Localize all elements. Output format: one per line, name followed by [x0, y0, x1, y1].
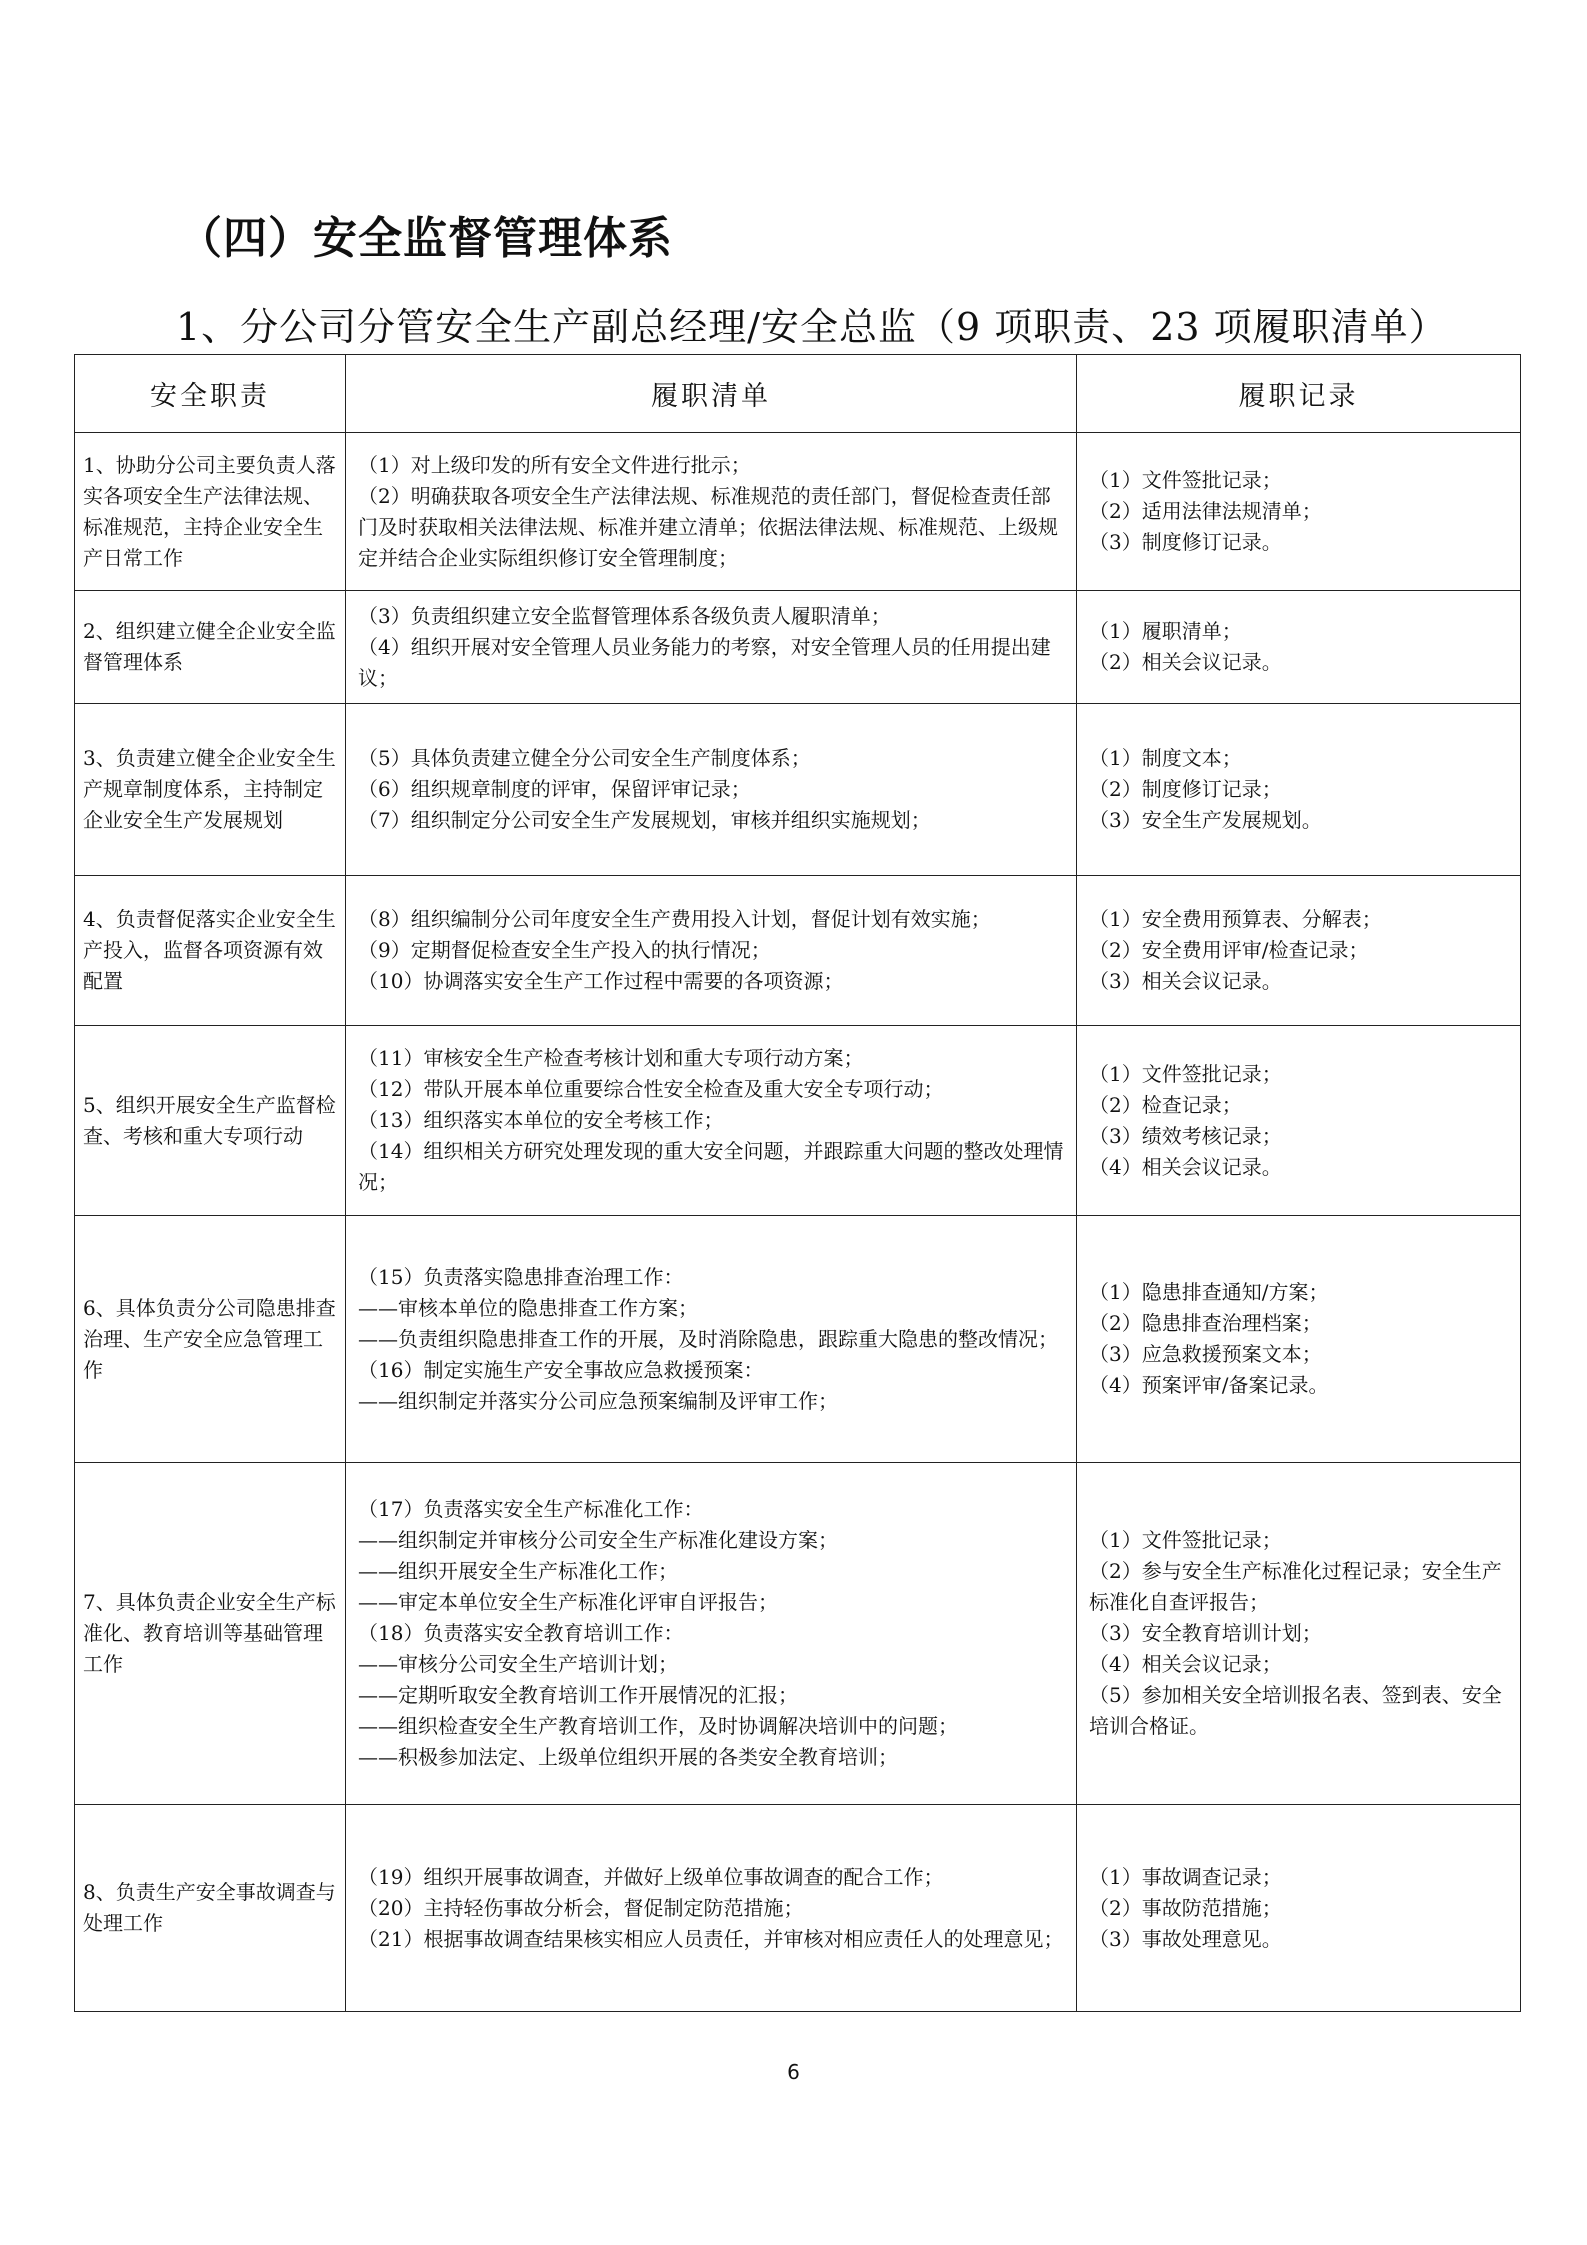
duty-list-cell — [346, 1463, 1077, 1805]
list-item: （3）负责组织建立安全监督管理体系各级负责人履职清单； — [358, 603, 891, 628]
duty-table — [74, 354, 1521, 2012]
list-item: ——组织制定并落实分公司应急预案编制及评审工作； — [358, 1388, 838, 1413]
list-item: （10）协调落实安全生产工作过程中需要的各项资源； — [358, 969, 844, 993]
record-cell — [1077, 1805, 1521, 2012]
list-item: （21）根据事故调查结果核实相应人员责任，并审核对相应责任人的处理意见； — [358, 1926, 1064, 1951]
list-item: （1）对上级印发的所有安全文件进行批示； — [358, 452, 751, 477]
page-number: 6 — [787, 2060, 800, 2084]
duty-list-cell — [346, 1805, 1077, 2012]
duty-list-cell — [346, 1026, 1077, 1216]
list-item: ——审核本单位的隐患排查工作方案； — [358, 1295, 698, 1320]
subsection-title: 1、分公司分管安全生产副总经理/安全总监（9 项职责、23 项履职清单） — [176, 305, 1448, 349]
record-item: （4）相关会议记录。 — [1089, 1154, 1282, 1179]
record-cell — [1077, 1026, 1521, 1216]
record-item: （4）相关会议记录； — [1089, 1652, 1282, 1676]
header-records: 履职记录 — [1077, 355, 1521, 433]
record-cell — [1077, 433, 1521, 591]
record-item: （3）安全生产发展规划。 — [1089, 808, 1322, 832]
record-item: （2）制度修订记录； — [1089, 777, 1282, 801]
table-row — [75, 1805, 1521, 2012]
header-duty: 安全职责 — [75, 355, 346, 433]
record-item: （1）履职清单； — [1089, 619, 1242, 643]
duty-list-cell — [346, 704, 1077, 876]
duty-cell: 3、负责建立健全企业安全生产规章制度体系，主持制定企业安全生产发展规划 — [75, 704, 346, 876]
record-item: （1）隐患排查通知/方案； — [1089, 1280, 1329, 1304]
list-item: （16）制定实施生产安全事故应急救援预案： — [358, 1357, 764, 1382]
list-item: （15）负责落实隐患排查治理工作： — [358, 1264, 684, 1289]
list-item: （20）主持轻伤事故分析会，督促制定防范措施； — [358, 1895, 804, 1920]
record-cell — [1077, 1463, 1521, 1805]
record-item: （2）事故防范措施； — [1089, 1895, 1282, 1920]
duty-cell: 1、协助分公司主要负责人落实各项安全生产法律法规、标准规范，主持企业安全生产日常工作 — [75, 433, 346, 591]
duty-cell: 5、组织开展安全生产监督检查、考核和重大专项行动 — [75, 1026, 346, 1216]
list-item: （2）明确获取各项安全生产法律法规、标准规范的责任部门，督促检查责任部门及时获取相关法律法规、标准并建立清单；依据法律法规、标准规范、上级规定并结合企业实际组织修订安全管理制度； — [358, 483, 1058, 570]
record-item: （1）文件签批记录； — [1089, 1061, 1282, 1086]
record-item: （3）应急救援预案文本； — [1089, 1342, 1322, 1366]
list-item: ——定期听取安全教育培训工作开展情况的汇报； — [358, 1683, 798, 1707]
record-item: （2）安全费用评审/检查记录； — [1089, 938, 1369, 962]
duty-list-cell — [346, 433, 1077, 591]
list-item: （17）负责落实安全生产标准化工作： — [358, 1497, 704, 1521]
record-item: （1）安全费用预算表、分解表； — [1089, 907, 1382, 931]
list-item: （9）定期督促检查安全生产投入的执行情况； — [358, 938, 771, 962]
record-cell — [1077, 591, 1521, 704]
duty-cell: 4、负责督促落实企业安全生产投入，监督各项资源有效配置 — [75, 876, 346, 1026]
table-row — [75, 704, 1521, 876]
duty-list-cell — [346, 1216, 1077, 1463]
duty-cell: 2、组织建立健全企业安全监督管理体系 — [75, 591, 346, 704]
record-item: （3）安全教育培训计划； — [1089, 1621, 1322, 1645]
list-item: （4）组织开展对安全管理人员业务能力的考察，对安全管理人员的任用提出建议； — [358, 634, 1051, 690]
duty-cell: 8、负责生产安全事故调查与处理工作 — [75, 1805, 346, 2012]
table-row — [75, 591, 1521, 704]
duty-cell: 7、具体负责企业安全生产标准化、教育培训等基础管理工作 — [75, 1463, 346, 1805]
header-duty-list: 履职清单 — [346, 355, 1077, 433]
record-item: （2）检查记录； — [1089, 1092, 1242, 1117]
section-title: （四）安全监督管理体系 — [178, 213, 673, 264]
record-item: （3）事故处理意见。 — [1089, 1926, 1282, 1951]
duty-list-cell — [346, 591, 1077, 704]
record-item: （1）事故调查记录； — [1089, 1864, 1282, 1889]
record-item: （2）相关会议记录。 — [1089, 650, 1282, 674]
record-item: （3）制度修订记录。 — [1089, 530, 1282, 554]
list-item: （5）具体负责建立健全分公司安全生产制度体系； — [358, 746, 811, 770]
record-item: （5）参加相关安全培训报名表、签到表、安全培训合格证。 — [1089, 1683, 1502, 1738]
record-item: （2）参与安全生产标准化过程记录；安全生产标准化自查评报告； — [1089, 1559, 1502, 1614]
record-item: （2）隐患排查治理档案； — [1089, 1311, 1322, 1335]
list-item: （7）组织制定分公司安全生产发展规划，审核并组织实施规划； — [358, 808, 931, 832]
record-item: （2）适用法律法规清单； — [1089, 499, 1322, 523]
table-header-row — [75, 355, 1521, 433]
table-row — [75, 1026, 1521, 1216]
record-item: （3）相关会议记录。 — [1089, 969, 1282, 993]
table-row — [75, 433, 1521, 591]
record-item: （1）文件签批记录； — [1089, 468, 1282, 492]
list-item: ——组织制定并审核分公司安全生产标准化建设方案； — [358, 1528, 838, 1552]
table-row — [75, 1216, 1521, 1463]
record-item: （4）预案评审/备案记录。 — [1089, 1373, 1329, 1397]
list-item: （14）组织相关方研究处理发现的重大安全问题，并跟踪重大问题的整改处理情况； — [358, 1139, 1064, 1194]
record-item: （1）文件签批记录； — [1089, 1528, 1282, 1552]
list-item: （8）组织编制分公司年度安全生产费用投入计划，督促计划有效实施； — [358, 907, 991, 931]
record-item: （3）绩效考核记录； — [1089, 1123, 1282, 1148]
record-cell — [1077, 1216, 1521, 1463]
list-item: （13）组织落实本单位的安全考核工作； — [358, 1108, 724, 1132]
list-item: ——审定本单位安全生产标准化评审自评报告； — [358, 1590, 778, 1614]
list-item: ——积极参加法定、上级单位组织开展的各类安全教育培训； — [358, 1745, 898, 1769]
record-cell — [1077, 876, 1521, 1026]
duty-cell: 6、具体负责分公司隐患排查治理、生产安全应急管理工作 — [75, 1216, 346, 1463]
table-row — [75, 1463, 1521, 1805]
list-item: （11）审核安全生产检查考核计划和重大专项行动方案； — [358, 1046, 864, 1070]
record-cell — [1077, 704, 1521, 876]
list-item: （6）组织规章制度的评审，保留评审记录； — [358, 777, 751, 801]
list-item: ——负责组织隐患排查工作的开展，及时消除隐患，跟踪重大隐患的整改情况； — [358, 1326, 1058, 1351]
record-item: （1）制度文本； — [1089, 746, 1242, 770]
duty-list-cell — [346, 876, 1077, 1026]
list-item: （19）组织开展事故调查，并做好上级单位事故调查的配合工作； — [358, 1864, 944, 1889]
list-item: （12）带队开展本单位重要综合性安全检查及重大安全专项行动； — [358, 1077, 944, 1101]
list-item: （18）负责落实安全教育培训工作： — [358, 1621, 684, 1645]
table-row — [75, 876, 1521, 1026]
list-item: ——审核分公司安全生产培训计划； — [358, 1652, 678, 1676]
list-item: ——组织开展安全生产标准化工作； — [358, 1559, 678, 1583]
list-item: ——组织检查安全生产教育培训工作，及时协调解决培训中的问题； — [358, 1714, 958, 1738]
